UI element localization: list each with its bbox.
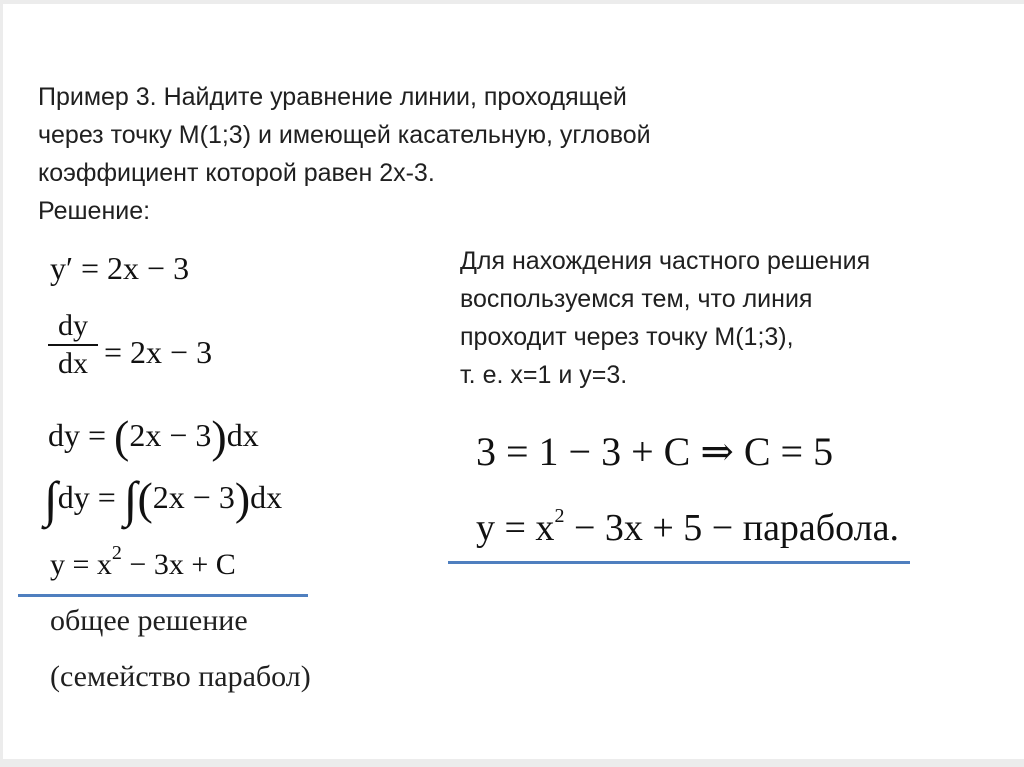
integral-sign-left: ∫ <box>44 471 58 527</box>
particular-left: y = x <box>476 507 555 549</box>
explanation-line-4: т. е. х=1 и у=3. <box>460 361 628 389</box>
problem-line-3: коэффициент которой равен 2х-3. <box>38 159 435 187</box>
integral-middle: dy = <box>57 479 124 515</box>
note-parabola-family: (семейство парабол) <box>50 660 311 693</box>
equation-particular-solution <box>476 506 899 550</box>
underline-left <box>18 594 308 597</box>
differential-inner: 2x − 3 <box>129 417 212 453</box>
slide-frame-left <box>0 0 3 767</box>
problem-statement <box>38 78 651 230</box>
differential-left: dy = <box>48 417 115 453</box>
problem-line-2: через точку М(1;3) и имеющей касательную, угловой <box>38 121 651 149</box>
equation-derivative: y′ = 2x − 3 <box>50 250 190 286</box>
solution-label: Решение: <box>38 197 151 225</box>
fraction-numerator: dy <box>58 309 88 342</box>
general-left: y = x <box>50 548 112 581</box>
explanation-line-3: проходит через точку М(1;3), <box>460 323 794 351</box>
fraction-dy-dx <box>48 308 98 382</box>
paren-close: ) <box>211 411 227 462</box>
integral-sign-right: ∫ <box>123 471 138 527</box>
integral-inner: 2x − 3 <box>152 479 235 515</box>
note-general-solution: общее решение <box>50 604 248 637</box>
particular-right: − 3x + 5 − парабола. <box>564 507 899 549</box>
slide-frame-bottom <box>0 759 1024 767</box>
general-right: − 3x + C <box>121 548 236 581</box>
fraction-denominator: dx <box>58 347 88 380</box>
general-exponent: 2 <box>111 542 122 564</box>
paren-open: ( <box>114 411 130 462</box>
underline-right <box>448 561 910 564</box>
equation-fraction-rhs: = 2x − 3 <box>104 334 213 370</box>
paren-close: ) <box>234 473 251 524</box>
equation-integral <box>44 470 282 528</box>
equation-differential <box>48 410 259 463</box>
explanation-text <box>460 242 870 394</box>
slide-frame-top <box>0 0 1024 4</box>
equation-general-solution <box>50 542 236 582</box>
explanation-line-2: воспользуемся тем, что линия <box>460 285 813 313</box>
particular-exponent: 2 <box>554 505 565 528</box>
equation-constant: 3 = 1 − 3 + C ⇒ C = 5 <box>476 429 834 474</box>
problem-line-1: Пример 3. Найдите уравнение линии, проходящей <box>38 83 627 111</box>
explanation-line-1: Для нахождения частного решения <box>460 247 871 275</box>
paren-open: ( <box>137 473 153 524</box>
integral-right: dx <box>250 479 283 515</box>
differential-right: dx <box>226 417 259 453</box>
